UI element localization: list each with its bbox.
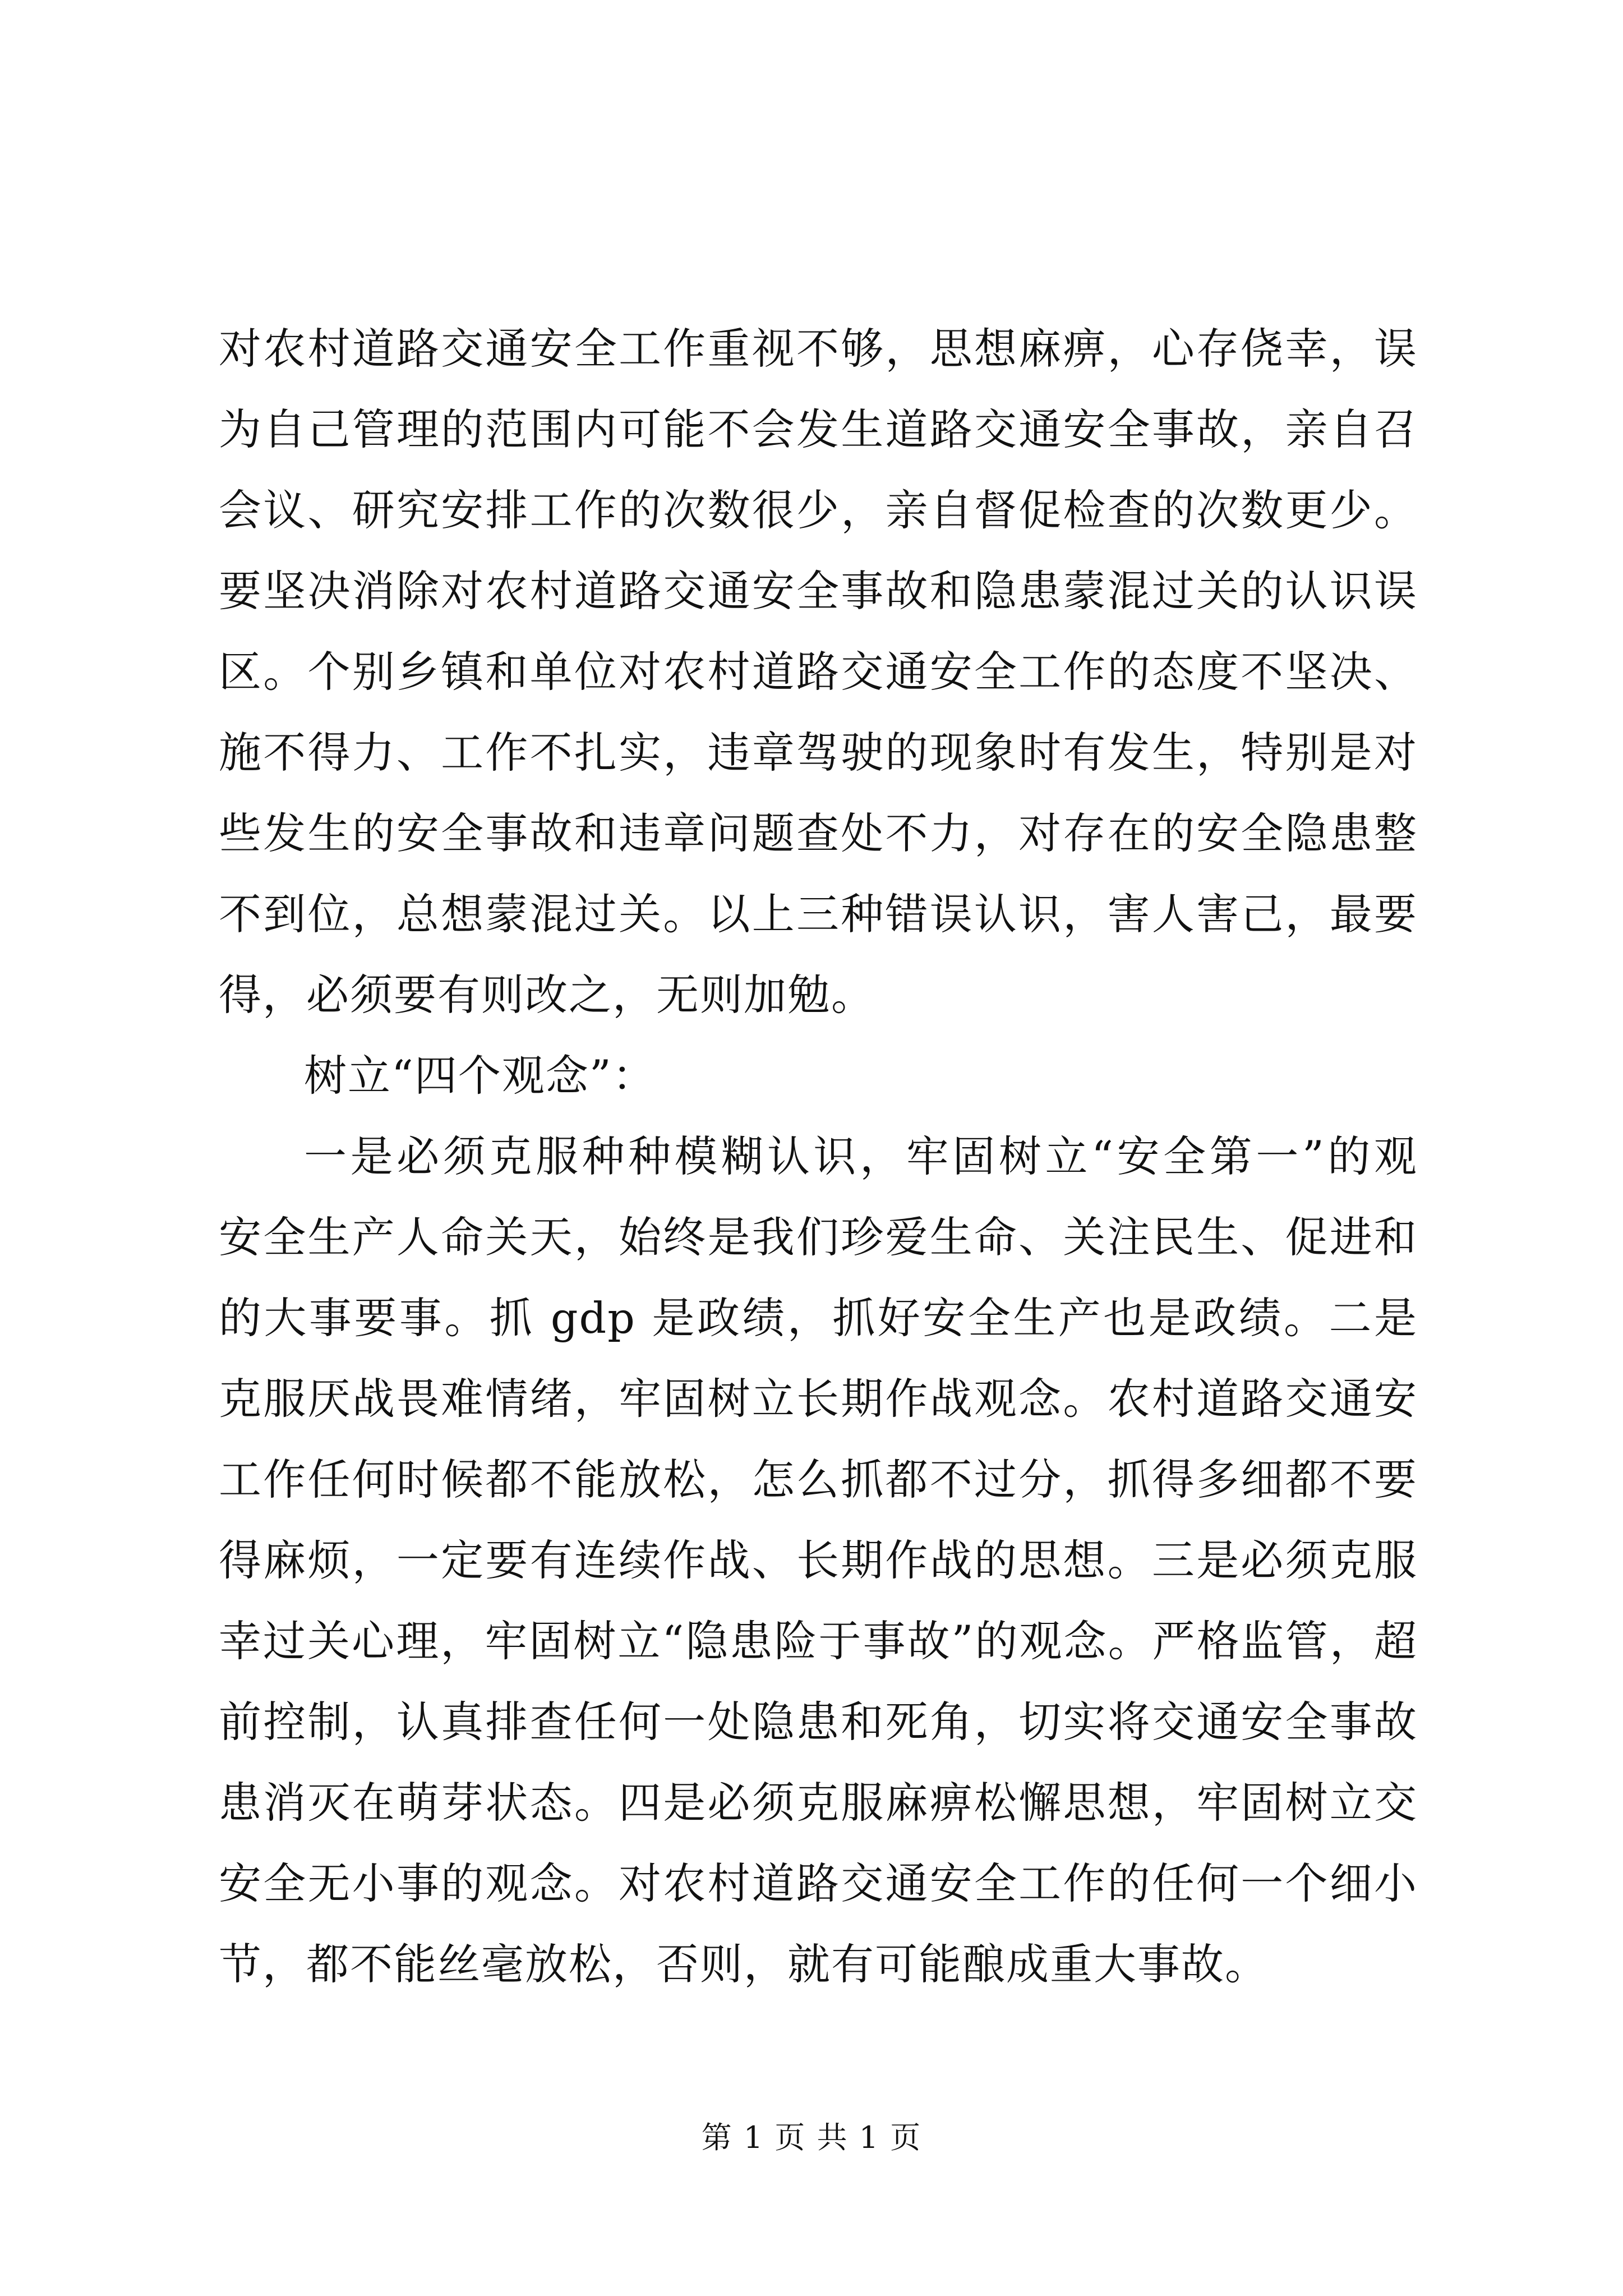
text-line: 的大事要事。抓 gdp 是政绩，抓好安全生产也是政绩。二是 <box>219 1293 1418 1343</box>
text-line: 些发生的安全事故和违章问题查处不力，对存在的安全隐患整 <box>219 808 1418 858</box>
text-line: 区。个别乡镇和单位对农村道路交通安全工作的态度不坚决、 <box>219 647 1418 697</box>
text-line: 安全无小事的观念。对农村道路交通安全工作的任何一个细小 <box>219 1858 1418 1908</box>
text-line: 工作任何时候都不能放松，怎么抓都不过分，抓得多细都不要 <box>219 1455 1418 1504</box>
text-line: 幸过关心理，牢固树立“隐患险于事故”的观念。严格监管，超 <box>219 1616 1418 1666</box>
text-line: 得麻烦，一定要有连续作战、长期作战的思想。三是必须克服 <box>219 1535 1418 1585</box>
text-line: 要坚决消除对农村道路交通安全事故和隐患蒙混过关的认识误 <box>219 566 1418 616</box>
text-line: 安全生产人命关天，始终是我们珍爱生命、关注民生、促进和 <box>219 1212 1418 1262</box>
text-line: 为自己管理的范围内可能不会发生道路交通安全事故，亲自召 <box>219 404 1418 454</box>
text-line: 克服厌战畏难情绪，牢固树立长期作战观念。农村道路交通安 <box>219 1374 1418 1424</box>
text-line: 得，必须要有则改之，无则加勉。 <box>219 970 875 1020</box>
text-line: 对农村道路交通安全工作重视不够，思想麻痹，心存侥幸，误 <box>219 324 1418 374</box>
text-line: 前控制，认真排查任何一处隐患和死角，切实将交通安全事故 <box>219 1697 1418 1747</box>
document-body <box>219 309 1418 2005</box>
text-line: 患消灭在萌芽状态。四是必须克服麻痹松懈思想，牢固树立交 <box>219 1778 1418 1828</box>
text-line: 节，都不能丝毫放松，否则，就有可能酿成重大事故。 <box>219 1939 1269 1989</box>
page-footer: 第 1 页 共 1 页 <box>701 2120 922 2155</box>
text-line: 不到位，总想蒙混过关。以上三种错误认识，害人害己，最要 <box>219 889 1418 939</box>
text-line: 一是必须克服种种模糊认识，牢固树立“安全第一”的观 <box>304 1131 1418 1181</box>
text-line: 施不得力、工作不扎实，违章驾驶的现象时有发生，特别是对 <box>219 728 1418 777</box>
text-line: 树立“四个观念”： <box>304 1051 656 1101</box>
text-line: 会议、研究安排工作的次数很少，亲自督促检查的次数更少。 <box>219 485 1418 535</box>
